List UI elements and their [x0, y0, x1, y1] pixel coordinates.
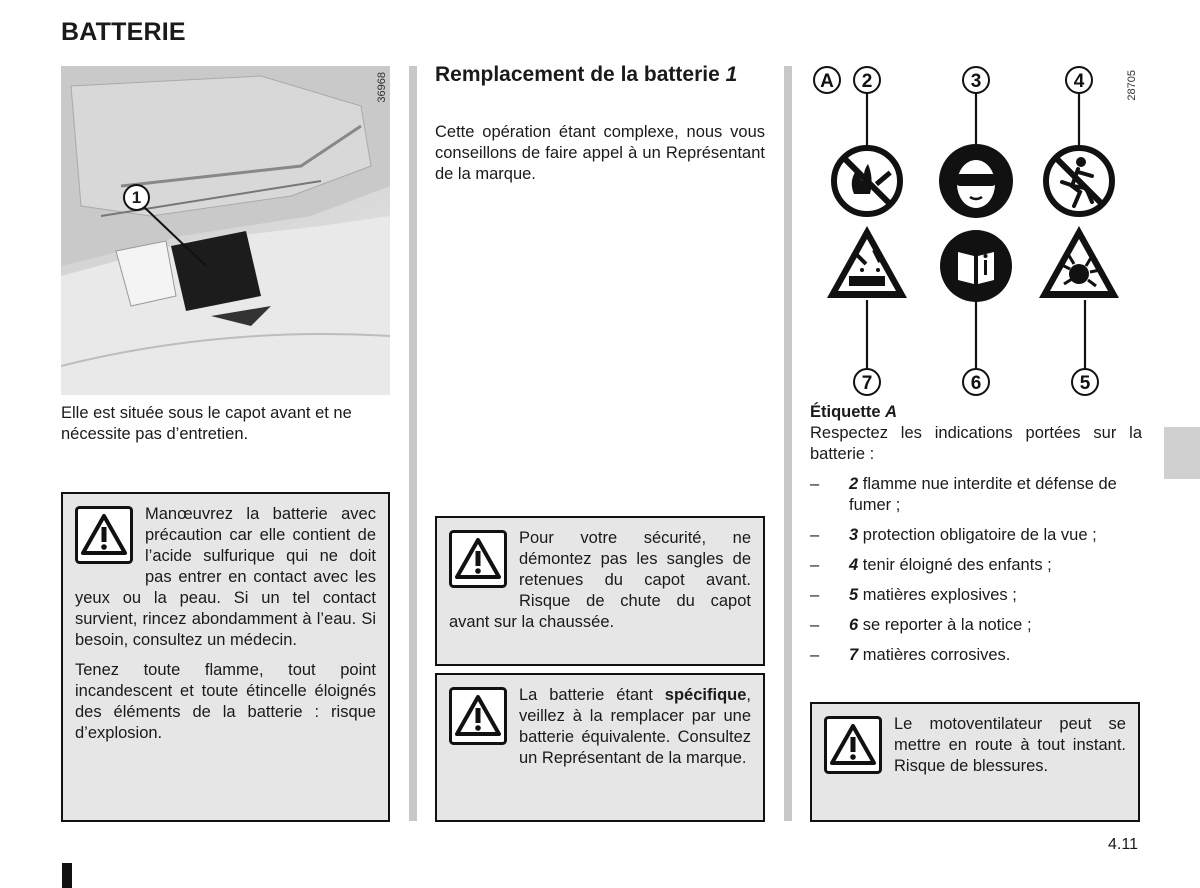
fan-warning-text: Le motoventilateur peut se mettre en route à tout instant. Risque de blessures. [894, 715, 1126, 775]
section-heading-text: Remplacement de la batterie [435, 63, 720, 86]
label-title [810, 402, 1142, 423]
list-item [810, 474, 1142, 516]
warning-text-bold: spécifique [664, 686, 747, 704]
svg-text:7: 7 [861, 373, 873, 394]
battery-location-text: Elle est située sous le capot avant et ne nécessite pas d’entretien. [61, 404, 352, 443]
list-item-text: matières explosives ; [858, 586, 1017, 604]
section-tab [1164, 427, 1200, 479]
battery-label-symbols [810, 64, 1140, 399]
replacement-text: Cette opération étant complexe, nous vous conseillons de faire appel à un Représentant de la marque. [435, 123, 765, 183]
warning-triangle-icon [449, 687, 507, 745]
list-item-number: 3 [849, 526, 859, 544]
figure-reference-number: 28705 [1126, 70, 1138, 101]
list-item [810, 555, 1142, 576]
svg-text:5: 5 [1079, 373, 1091, 394]
acid-warning-box [61, 492, 390, 822]
list-item-text: flamme nue interdite et défense de fumer ; [849, 475, 1117, 514]
photo-reference-number: 36968 [376, 72, 388, 103]
label-intro: Respectez les indications portées sur la batterie : [810, 424, 1142, 463]
callout-labels [820, 71, 1091, 394]
list-item-text: tenir éloigné des enfants ; [858, 556, 1052, 574]
list-item [810, 525, 1142, 546]
column-divider [409, 66, 417, 821]
list-dash: – [810, 475, 820, 493]
list-dash: – [810, 556, 820, 574]
read-manual-icon [940, 230, 1012, 302]
svg-text:3: 3 [970, 71, 982, 92]
svg-text:A: A [820, 71, 834, 92]
page-number: 4.11 [1108, 836, 1138, 853]
warning-triangle-icon [449, 530, 507, 588]
column-divider [784, 66, 792, 821]
list-item-number: 4 [849, 556, 859, 574]
battery-location-photo [61, 66, 390, 395]
label-title-text: Étiquette [810, 403, 886, 421]
keep-away-children-icon [1046, 148, 1112, 214]
specific-battery-warning-box [435, 673, 765, 822]
label-symbol-list [810, 474, 1142, 675]
warning-text-part: La batterie étant [519, 686, 665, 704]
list-dash: – [810, 586, 820, 604]
flame-warning-text: Tenez toute flamme, tout point incandescent et toute étincelle éloignés des éléments de la batterie : risque d’explosion. [75, 661, 376, 742]
section-heading [435, 63, 765, 87]
warning-text-part: , veillez à la remplacer par une batterie équivalente. Consultez un Représentant de la marque. [519, 686, 751, 767]
corrosive-icon [827, 226, 907, 298]
svg-text:6: 6 [970, 373, 982, 394]
warning-triangle-icon [75, 506, 133, 564]
callout-1: 1 [123, 184, 150, 211]
engine-bay-illustration [61, 66, 390, 395]
list-item-text: matières corrosives. [858, 646, 1011, 664]
list-item-number: 5 [849, 586, 859, 604]
svg-text:2: 2 [861, 71, 873, 92]
svg-text:4: 4 [1073, 71, 1085, 92]
page-title: BATTERIE [61, 18, 186, 46]
list-item-text: protection obligatoire de la vue ; [858, 526, 1097, 544]
section-heading-number: 1 [725, 63, 738, 86]
list-item [810, 645, 1142, 666]
list-dash: – [810, 526, 820, 544]
explosive-icon [1039, 226, 1119, 298]
list-item-number: 7 [849, 646, 859, 664]
list-item-number: 2 [849, 475, 859, 493]
list-item-number: 6 [849, 616, 859, 634]
hood-strap-warning-text: Pour votre sécurité, ne démontez pas les sangles de retenues du capot avant. Risque de chute du capot avant sur la chaussée. [449, 529, 751, 631]
list-item [810, 615, 1142, 636]
no-flame-icon [834, 148, 900, 214]
list-dash: – [810, 616, 820, 634]
eye-protection-icon [939, 144, 1013, 218]
hood-strap-warning-box [435, 516, 765, 666]
acid-warning-text: Manœuvrez la batterie avec précaution car elle contient de l’acide sulfurique qui ne doit pas entrer en contact avec les yeux ou la peau. Si un tel contact survient, rincez abondamment à l’eau. Si besoin, consultez un médecin. [75, 505, 376, 649]
list-dash: – [810, 646, 820, 664]
page-edge-mark [62, 863, 72, 888]
list-item-text: se reporter à la notice ; [858, 616, 1032, 634]
battery-label-figure [810, 64, 1140, 399]
fan-warning-box [810, 702, 1140, 822]
callout-circles [814, 67, 1098, 395]
warning-triangle-icon [824, 716, 882, 774]
list-item [810, 585, 1142, 606]
label-title-letter: A [885, 403, 898, 421]
